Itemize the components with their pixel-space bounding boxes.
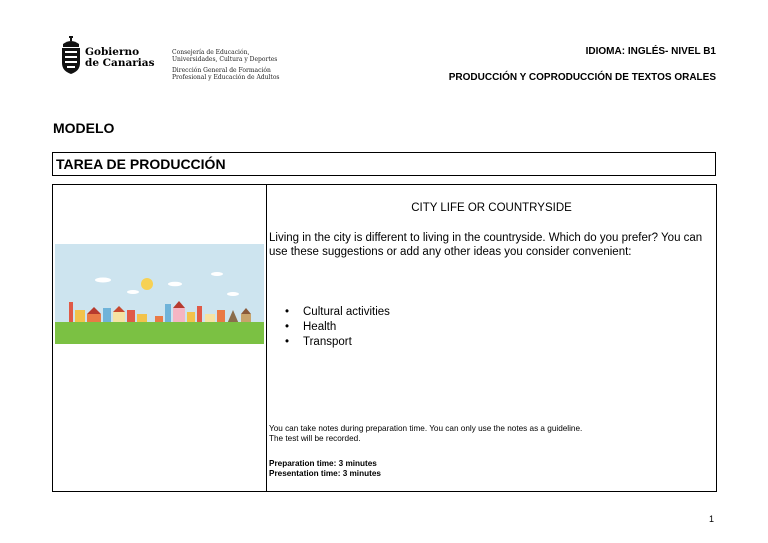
presentation-time: Presentation time: 3 minutes <box>269 469 381 478</box>
section-label: MODELO <box>53 120 115 136</box>
government-name <box>85 47 155 69</box>
directorate-name <box>172 68 280 82</box>
notes-line1: You can take notes during preparation time. You can only use the notes as a guideline. <box>269 424 583 433</box>
grass <box>55 322 264 344</box>
dept-line4: Profesional y Educación de Adultos <box>172 73 280 81</box>
task-title-box <box>52 152 716 176</box>
language-level: IDIOMA: INGLÉS- NIVEL B1 <box>585 46 716 57</box>
exam-subject: PRODUCCIÓN Y COPRODUCCIÓN DE TEXTOS ORALES <box>448 72 716 83</box>
task-table <box>52 184 717 492</box>
instructions-note <box>269 424 714 444</box>
gov-line2: de Canarias <box>85 57 155 69</box>
timing-info <box>269 459 381 479</box>
page-number: 1 <box>709 514 715 524</box>
sun-icon <box>141 278 153 290</box>
gov-line1: Gobierno <box>85 46 140 58</box>
dept-line3: Dirección General de Formación <box>172 67 271 74</box>
dept-line2: Universidades, Cultura y Deportes <box>172 55 278 63</box>
task-topic: CITY LIFE OR COUNTRYSIDE <box>411 202 572 214</box>
list-item: • Health <box>285 320 390 335</box>
government-logo <box>60 36 310 80</box>
task-title: TAREA DE PRODUCCIÓN <box>56 156 226 172</box>
crest-icon <box>60 36 82 74</box>
city-countryside-illustration <box>55 244 264 344</box>
task-prompt: Living in the city is different to living in the countryside. Which do you prefer? You can use these suggestions or add any other ideas you consider convenient: <box>269 232 703 258</box>
dept-line1: Consejería de Educación, <box>172 49 250 56</box>
prep-time: Preparation time: 3 minutes <box>269 459 377 468</box>
notes-line2: The test will be recorded. <box>269 434 361 443</box>
suggestions-list <box>285 305 390 350</box>
list-item: • Transport <box>285 335 390 350</box>
department-name <box>172 50 277 64</box>
list-item: • Cultural activities <box>285 305 390 320</box>
column-divider <box>266 185 267 491</box>
